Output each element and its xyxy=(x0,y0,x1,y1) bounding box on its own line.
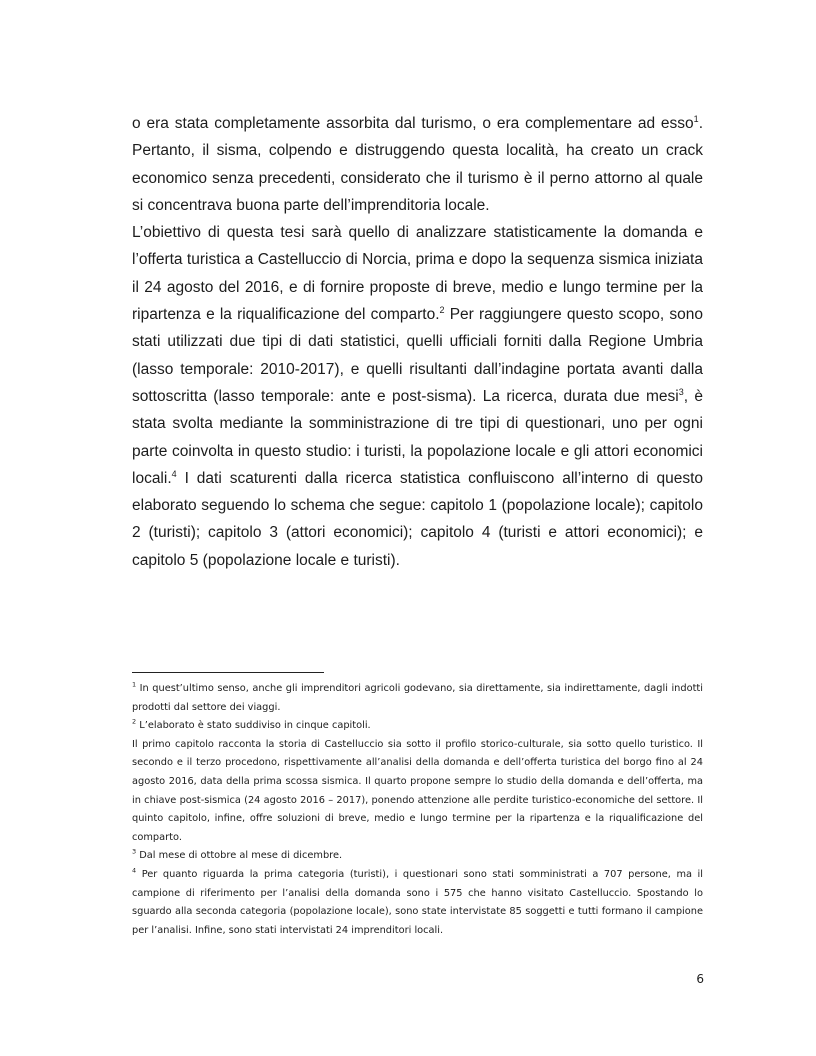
footnote-ref-2: 2 xyxy=(439,304,445,315)
paragraph-1-text-b: . Pertanto, il sisma, colpendo e distruggendo questa località, ha creato un crack economico senza precedenti, considerato che il turismo è il perno attorno al quale si concentrava buona parte dell’imprenditoria locale. xyxy=(132,115,703,214)
footnote-1-text: In quest’ultimo senso, anche gli imprenditori agricoli godevano, sia direttamente, sia indirettamente, dagli indotti prodotti dal settore dei viaggi. xyxy=(132,683,703,713)
footnote-4-number: 4 xyxy=(132,866,137,875)
footnote-2-number: 2 xyxy=(132,717,137,726)
footnote-2 xyxy=(132,717,703,736)
footnote-1-number: 1 xyxy=(132,680,137,689)
footnote-ref-1: 1 xyxy=(693,113,699,124)
paragraph-2 xyxy=(132,219,703,574)
footnote-2-text: L’elaborato è stato suddiviso in cinque capitoli. xyxy=(136,720,371,732)
footnote-separator xyxy=(132,672,324,673)
footnote-4-text: Per quanto riguarda la prima categoria (turisti), i questionari sono stati somministrati a 707 persone, ma il campione di riferimento per l’analisi della domanda sono i 575 che hanno visitato Castelluccio. Spostando lo sguardo alla seconda categoria (popolazione locale), sono state intervistate 85 soggetti e tutti formano il campione per l’analisi. Infine, sono stati intervistati 24 imprenditori locali. xyxy=(132,868,703,936)
footnote-3-text: Dal mese di ottobre al mese di dicembre. xyxy=(136,850,343,862)
footnote-2-continuation: Il primo capitolo racconta la storia di Castelluccio sia sotto il profilo storico-culturale, sia sotto quello turistico. Il secondo e il terzo procedono, rispettivamente all’analisi della domanda e dell’offerta turistica del borgo fino al 24 agosto 2016, data della prima scossa sismica. Il quarto propone sempre lo studio della domanda e dell’offerta, ma in chiave post-sismica (24 agosto 2016 – 2017), ponendo attenzione alle perdite turistico-economiche del settore. Il quinto capitolo, infine, offre soluzioni di breve, medio e lungo termine per la ripartenza e la riqualificazione del comparto. xyxy=(132,738,703,843)
page-number: 6 xyxy=(696,972,704,986)
footnote-ref-4: 4 xyxy=(171,468,177,479)
paragraph-2-text-c: , è stata svolta mediante la somministrazione di tre tipi di questionari, uno per ogni parte coinvolta in questo studio: i turisti, la popolazione locale e gli attori economici locali. xyxy=(132,387,704,487)
paragraph-1 xyxy=(132,110,703,219)
footnote-3-number: 3 xyxy=(132,848,137,857)
paragraph-2-text-b: Per raggiungere questo scopo, sono stati utilizzati due tipi di dati statistici, quelli ufficiali forniti dalla Regione Umbria (lasso temporale: 2010-2017), e quelli risultanti dall’indagine portata avanti dalla sottoscritta (lasso temporale: ante e post-sisma). La ricerca, durata due mesi xyxy=(132,306,703,405)
footnote-1 xyxy=(132,680,703,717)
paragraph-2-text-d: I dati scaturenti dalla ricerca statistica confluiscono all’interno di questo elaborato seguendo lo schema che segue: capitolo 1 (popolazione locale); capitolo 2 (turisti); capitolo 3 (attori economici); capitolo 4 (turisti e attori economici); e capitolo 5 (popolazione locale e turisti). xyxy=(132,469,703,569)
paragraph-2-text-a: L’obiettivo di questa tesi sarà quello di analizzare statisticamente la domanda e l’offerta turistica a Castelluccio di Norcia, prima e dopo la sequenza sismica iniziata il 24 agosto del 2016, e di fornire proposte di breve, medio e lungo termine per la ripartenza e la riqualificazione del comparto. xyxy=(132,224,703,324)
main-text xyxy=(132,110,703,574)
paragraph-1-text-a: o era stata completamente assorbita dal turismo, o era complementare ad esso xyxy=(132,115,694,132)
footnote-3 xyxy=(132,847,703,866)
footnotes xyxy=(132,680,703,940)
footnote-ref-3: 3 xyxy=(678,386,684,397)
footnote-4 xyxy=(132,866,703,940)
